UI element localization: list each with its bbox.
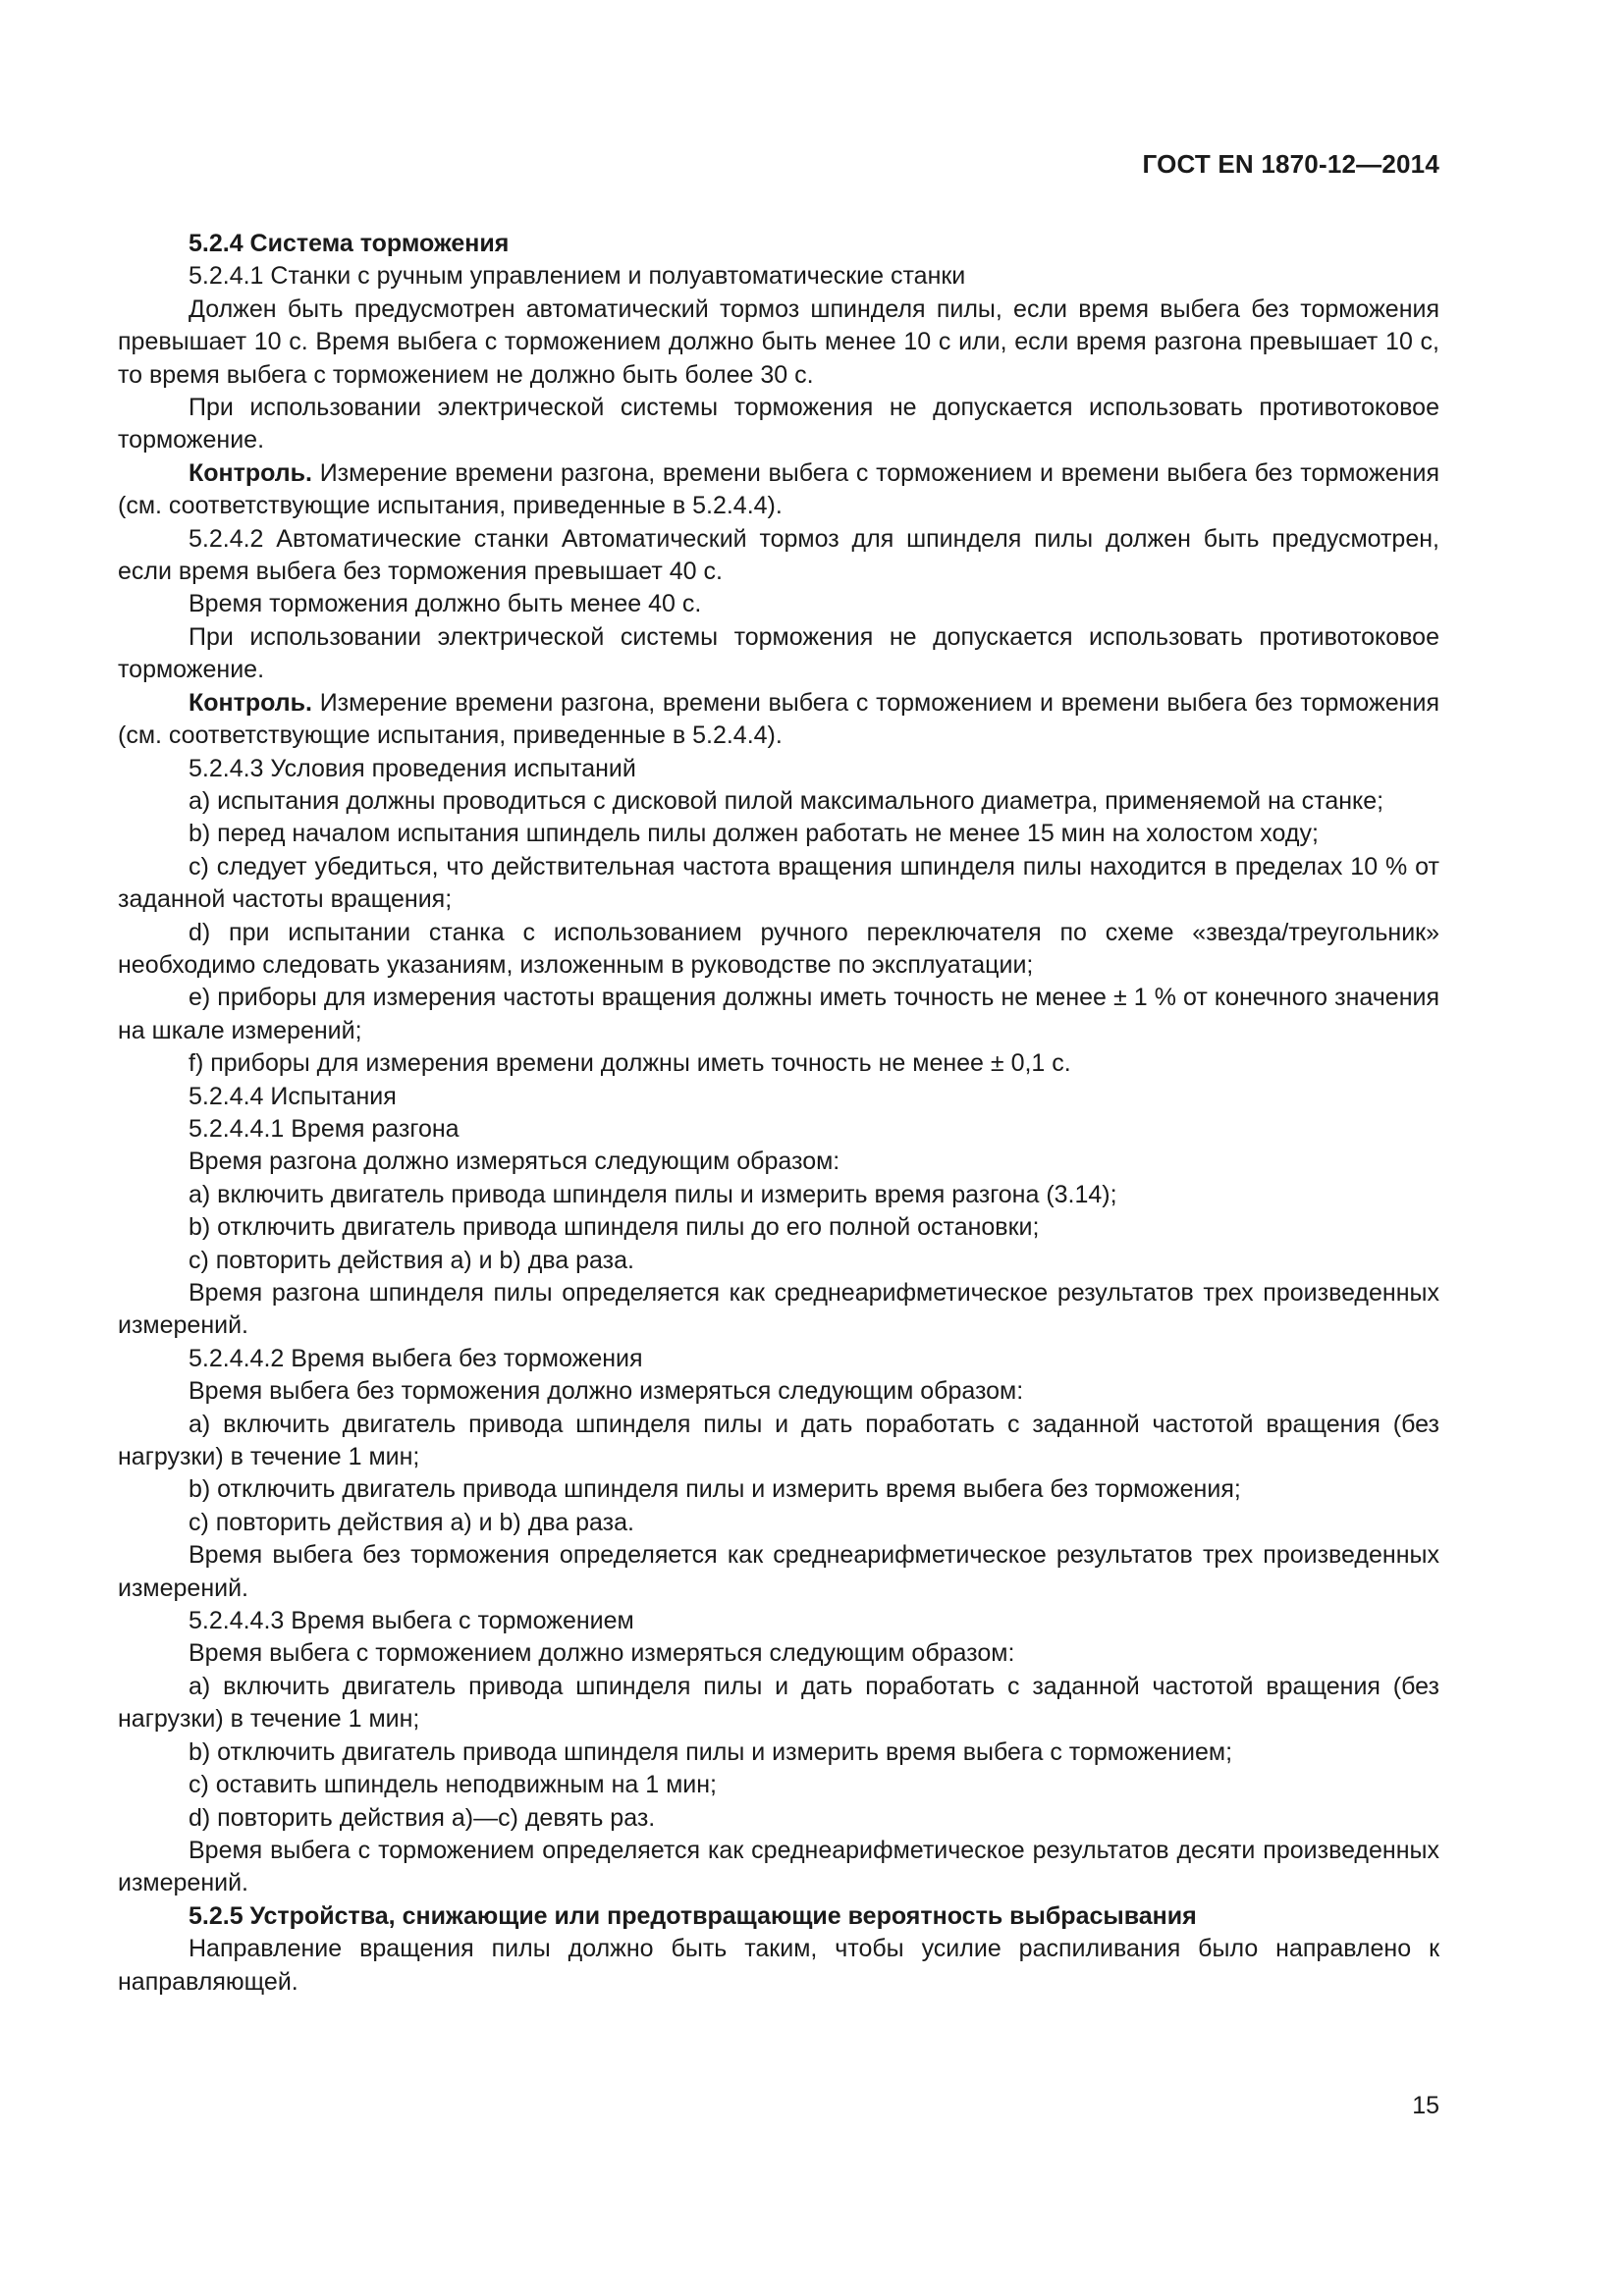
paragraph: 5.2.4.4.3 Время выбега с торможением bbox=[189, 1607, 634, 1635]
paragraph: Должен быть предусмотрен автоматический тормоз шпинделя пилы, если время выбега без торможения превышает 10 с. Время выбега с торможением должно быть менее 10 с или, если время разгона превышает 10 с, то время выбега с торможением не должно быть более 30 с. bbox=[118, 294, 1439, 389]
paragraph: b) отключить двигатель привода шпинделя пилы до его полной остановки; bbox=[189, 1213, 1040, 1242]
paragraph: 5.2.4.4.2 Время выбега без торможения bbox=[189, 1344, 643, 1372]
paragraph: При использовании электрической системы торможения не допускается использовать противотоковое торможение. bbox=[118, 394, 1439, 454]
paragraph: Время разгона шпинделя пилы определяется как среднеарифметическое результатов трех произведенных измерений. bbox=[118, 1279, 1439, 1340]
section-heading: 5.2.5 Устройства, снижающие или предотвращающие вероятность выбрасывания bbox=[189, 1901, 1197, 1930]
paragraph: a) включить двигатель привода шпинделя пилы и измерить время разгона (3.14); bbox=[189, 1180, 1117, 1208]
paragraph: Время торможения должно быть менее 40 с. bbox=[189, 590, 702, 618]
paragraph: 5.2.4.1 Станки с ручным управлением и полуавтоматические станки bbox=[189, 262, 966, 291]
paragraph: При использовании электрической системы торможения не допускается использовать противотоковое торможение. bbox=[118, 622, 1439, 684]
paragraph-text: Измерение времени разгона, времени выбега с торможением и времени выбега без торможения (см. соответствующие испытания, приведенные в 5.2.4.4). bbox=[118, 688, 1439, 750]
paragraph: c) повторить действия a) и b) два раза. bbox=[189, 1246, 634, 1274]
control-paragraph bbox=[118, 457, 1439, 523]
paragraph: e) приборы для измерения частоты вращения должны иметь точность не менее ± 1 % от конечного значения на шкале измерений; bbox=[118, 984, 1439, 1044]
paragraph: d) повторить действия a)—c) девять раз. bbox=[189, 1803, 656, 1832]
paragraph: 5.2.4.3 Условия проведения испытаний bbox=[189, 754, 636, 782]
paragraph: Время выбега с торможением должно измеряться следующим образом: bbox=[189, 1639, 1015, 1668]
paragraph-text: Измерение времени разгона, времени выбега с торможением и времени выбега без торможения (см. соответствующие испытания, приведенные в 5.2.4.4). bbox=[118, 458, 1439, 520]
paragraph: Время выбега без торможения определяется как среднеарифметическое результатов трех произведенных измерений. bbox=[118, 1541, 1439, 1602]
paragraph: a) испытания должны проводиться с дисковой пилой максимального диаметра, применяемой на станке; bbox=[189, 786, 1384, 815]
paragraph: 5.2.4.4 Испытания bbox=[189, 1082, 397, 1110]
control-paragraph bbox=[118, 687, 1439, 753]
paragraph: Направление вращения пилы должно быть таким, чтобы усилие распиливания было направлено к направляющей. bbox=[118, 1935, 1439, 1996]
paragraph: Время выбега с торможением определяется как среднеарифметическое результатов десяти произведенных измерений. bbox=[118, 1836, 1439, 1897]
paragraph: d) при испытании станка с использованием ручного переключателя по схеме «звезда/треугольник» необходимо следовать указаниям, изложенным в руководстве по эксплуатации; bbox=[118, 918, 1439, 979]
document-body bbox=[118, 228, 1439, 1999]
control-label: Контроль. bbox=[189, 688, 312, 717]
paragraph: b) отключить двигатель привода шпинделя пилы и измерить время выбега без торможения; bbox=[189, 1475, 1241, 1504]
paragraph: Время выбега без торможения должно измеряться следующим образом: bbox=[189, 1377, 1024, 1406]
control-label: Контроль. bbox=[189, 458, 312, 487]
document-code-header: ГОСТ EN 1870-12—2014 bbox=[1142, 149, 1439, 179]
paragraph: 5.2.4.2 Автоматические станки Автоматический тормоз для шпинделя пилы должен быть предусмотрен, если время выбега без торможения превышает 40 с. bbox=[118, 524, 1439, 586]
page-number: 15 bbox=[1412, 2092, 1439, 2119]
paragraph: Время разгона должно измеряться следующим образом: bbox=[189, 1148, 840, 1176]
section-heading: 5.2.4 Система торможения bbox=[189, 230, 510, 257]
paragraph: b) отключить двигатель привода шпинделя пилы и измерить время выбега с торможением; bbox=[189, 1737, 1233, 1766]
paragraph: c) повторить действия a) и b) два раза. bbox=[189, 1508, 634, 1536]
paragraph: f) приборы для измерения времени должны иметь точность не менее ± 0,1 с. bbox=[189, 1049, 1071, 1078]
paragraph: a) включить двигатель привода шпинделя пилы и дать поработать с заданной частотой вращения (без нагрузки) в течение 1 мин; bbox=[118, 1672, 1439, 1734]
paragraph: 5.2.4.4.1 Время разгона bbox=[189, 1114, 460, 1143]
paragraph: b) перед началом испытания шпиндель пилы должен работать не менее 15 мин на холостом ходу; bbox=[189, 820, 1319, 848]
paragraph: c) следует убедиться, что действительная частота вращения шпинделя пилы находится в пределах 10 % от заданной частоты вращения; bbox=[118, 852, 1439, 914]
paragraph: c) оставить шпиндель неподвижным на 1 мин; bbox=[189, 1771, 717, 1799]
paragraph: a) включить двигатель привода шпинделя пилы и дать поработать с заданной частотой вращения (без нагрузки) в течение 1 мин; bbox=[118, 1410, 1439, 1471]
